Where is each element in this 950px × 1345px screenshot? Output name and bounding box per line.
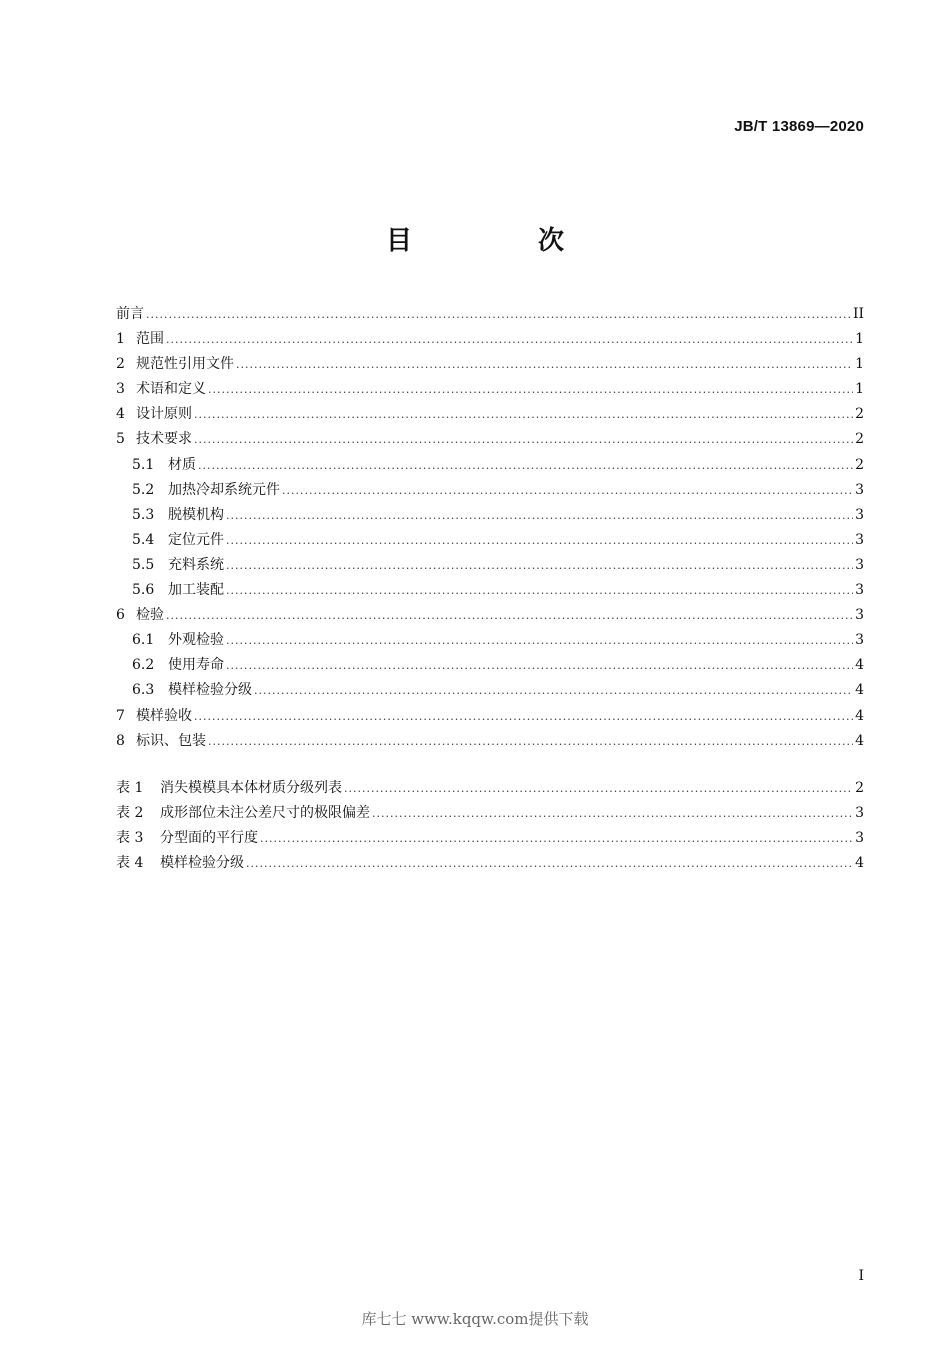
entry-page: 1 <box>855 356 864 373</box>
entry-page: 4 <box>855 732 864 749</box>
dot-leader <box>194 427 853 452</box>
toc-entry[interactable] <box>116 302 864 327</box>
toc-entry[interactable] <box>116 628 864 653</box>
dot-leader <box>226 628 853 653</box>
toc-entry[interactable] <box>116 653 864 678</box>
entry-number: 7 <box>116 707 125 724</box>
dot-leader <box>246 851 853 876</box>
entry-page: 4 <box>855 682 864 699</box>
table-list-entry[interactable] <box>116 851 864 876</box>
entry-label: 加工装配 <box>168 582 224 599</box>
page-number: I <box>858 1268 864 1284</box>
dot-leader <box>344 776 853 801</box>
toc-entry[interactable] <box>116 427 864 452</box>
entry-number: 5.3 <box>132 506 155 523</box>
entry-label: 检验 <box>136 607 164 624</box>
entry-page: 4 <box>855 707 864 724</box>
toc-entry[interactable] <box>116 704 864 729</box>
entry-number: 4 <box>116 406 125 423</box>
entry-number: 5.6 <box>132 582 155 599</box>
entry-label: 模样检验分级 <box>160 855 244 872</box>
dot-leader <box>226 553 853 578</box>
toc-entry[interactable] <box>116 729 864 754</box>
entry-number: 8 <box>116 732 125 749</box>
dot-leader <box>198 453 853 478</box>
entry-page: 1 <box>855 331 864 348</box>
entry-number: 表 4 <box>116 855 144 872</box>
dot-leader <box>226 653 853 678</box>
entry-label: 范围 <box>136 331 164 348</box>
entry-number: 6.2 <box>132 657 155 674</box>
entry-page: 3 <box>855 582 864 599</box>
entry-page: 2 <box>855 780 864 796</box>
entry-label: 术语和定义 <box>136 381 206 398</box>
entry-number: 5 <box>116 431 125 448</box>
entry-page: 4 <box>855 657 864 674</box>
entry-label: 模样检验分级 <box>168 682 252 699</box>
entry-page: 3 <box>855 506 864 523</box>
entry-label: 材质 <box>168 456 196 473</box>
entry-label: 脱模机构 <box>168 506 224 523</box>
entry-page: 3 <box>855 632 864 649</box>
toc-entry[interactable] <box>116 528 864 553</box>
entry-label: 使用寿命 <box>168 657 224 674</box>
table-list-entry[interactable] <box>116 776 864 801</box>
entry-number: 5.2 <box>132 481 155 498</box>
dot-leader <box>208 377 853 402</box>
toc-entry[interactable] <box>116 603 864 628</box>
entry-label: 消失模模具本体材质分级列表 <box>160 780 342 796</box>
entry-page: 3 <box>855 830 864 847</box>
toc-entry[interactable] <box>116 503 864 528</box>
entry-number: 5.1 <box>132 456 155 473</box>
entry-label: 设计原则 <box>136 406 192 423</box>
toc-entry[interactable] <box>116 402 864 427</box>
toc-entry[interactable] <box>116 453 864 478</box>
entry-page: 3 <box>855 481 864 498</box>
toc-entry[interactable] <box>116 553 864 578</box>
entry-page: 2 <box>855 406 864 423</box>
entry-label: 定位元件 <box>168 531 224 548</box>
entry-label: 充料系统 <box>168 556 224 573</box>
entry-label: 分型面的平行度 <box>160 830 258 847</box>
entry-number: 3 <box>116 381 125 398</box>
standard-code: JB/T 13869—2020 <box>734 118 864 135</box>
entry-page: 3 <box>855 607 864 624</box>
entry-page: 3 <box>855 531 864 548</box>
entry-label: 规范性引用文件 <box>136 356 234 373</box>
entry-page: 2 <box>855 431 864 448</box>
entry-number: 6.1 <box>132 632 155 649</box>
entry-label: 前言 <box>116 306 144 322</box>
dot-leader <box>236 352 853 377</box>
entry-number: 表 3 <box>116 830 144 847</box>
toc-entry[interactable] <box>116 327 864 352</box>
entry-number: 表 1 <box>116 780 144 796</box>
entry-label: 加热冷却系统元件 <box>168 481 280 498</box>
entry-page: 4 <box>855 855 864 872</box>
entry-number: 6.3 <box>132 682 155 699</box>
entry-number: 表 2 <box>116 805 144 822</box>
dot-leader <box>194 402 853 427</box>
entry-label: 标识、包装 <box>136 732 206 749</box>
entry-label: 技术要求 <box>136 431 192 448</box>
entry-number: 2 <box>116 356 125 373</box>
entry-page: 1 <box>855 381 864 398</box>
table-list-entry[interactable] <box>116 801 864 826</box>
entry-label: 成形部位未注公差尺寸的极限偏差 <box>160 805 370 822</box>
entry-number: 1 <box>116 331 125 348</box>
entry-label: 模样验收 <box>136 707 192 724</box>
dot-leader <box>226 528 853 553</box>
entry-page: 2 <box>855 456 864 473</box>
toc-entry[interactable] <box>116 578 864 603</box>
page-title: 目 次 <box>385 226 614 256</box>
table-list <box>116 776 864 876</box>
entry-page: 3 <box>855 805 864 822</box>
dot-leader <box>282 478 853 503</box>
toc-list <box>116 302 864 754</box>
dot-leader <box>146 302 851 327</box>
dot-leader <box>254 678 853 703</box>
footer-watermark: 库七七 www.kqqw.com提供下载 <box>361 1310 589 1328</box>
dot-leader <box>208 729 853 754</box>
entry-label: 外观检验 <box>168 632 224 649</box>
toc-entry[interactable] <box>116 478 864 503</box>
entry-page: II <box>852 306 864 322</box>
entry-page: 3 <box>855 556 864 573</box>
dot-leader <box>372 801 853 826</box>
dot-leader <box>166 603 853 628</box>
toc-entry[interactable] <box>116 678 864 703</box>
toc-entry[interactable] <box>116 352 864 377</box>
dot-leader <box>260 826 853 851</box>
toc-entry[interactable] <box>116 377 864 402</box>
table-list-entry[interactable] <box>116 826 864 851</box>
entry-number: 5.4 <box>132 531 155 548</box>
dot-leader <box>194 704 853 729</box>
entry-number: 6 <box>116 607 125 624</box>
dot-leader <box>226 503 853 528</box>
dot-leader <box>226 578 853 603</box>
entry-number: 5.5 <box>132 556 155 573</box>
dot-leader <box>166 327 853 352</box>
